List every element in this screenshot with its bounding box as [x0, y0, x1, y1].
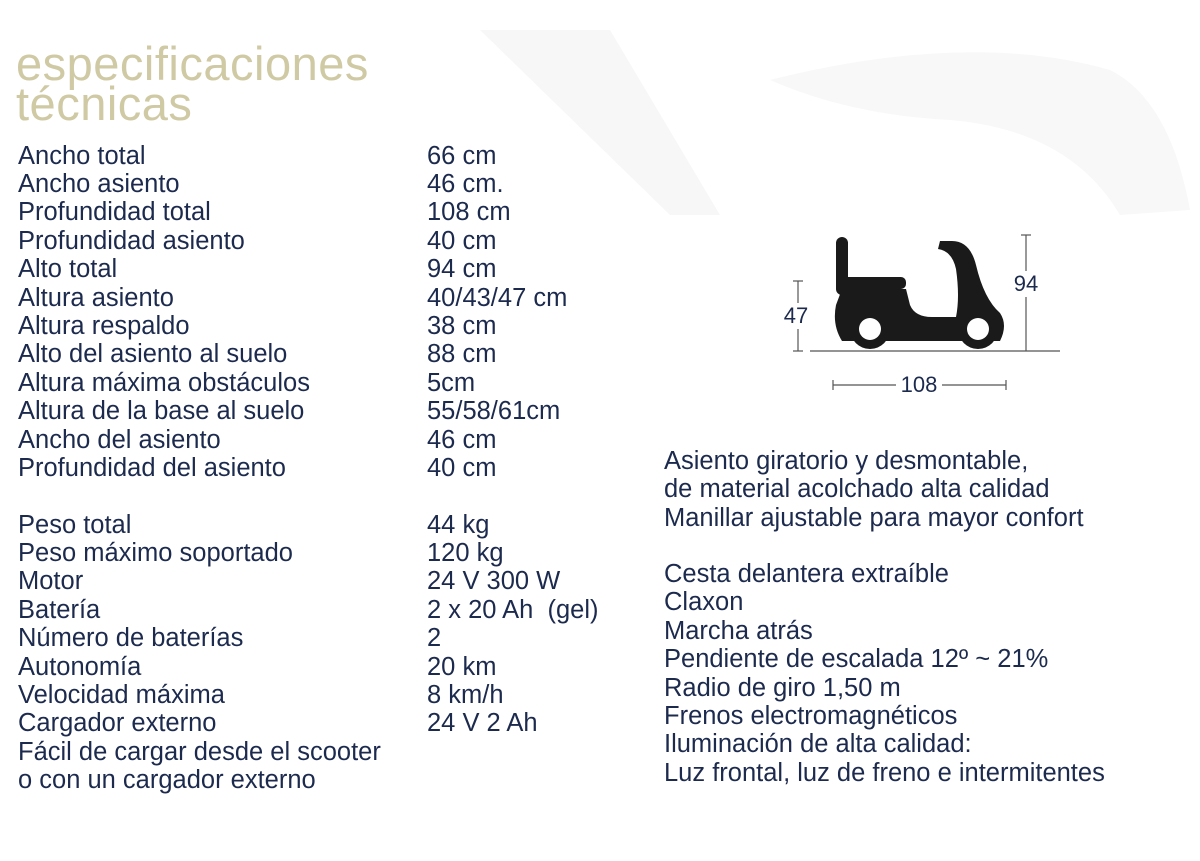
spec-value: 2	[427, 624, 442, 653]
spec-label: Número de baterías	[18, 624, 244, 653]
spec-label: Altura respaldo	[18, 312, 190, 341]
spec-label: Altura de la base al suelo	[18, 397, 305, 426]
spec-row	[18, 142, 567, 170]
feature-item: Pendiente de escalada 12º ~ 21%	[664, 645, 1049, 674]
spec-value: 55/58/61cm	[427, 397, 561, 426]
spec-label: Cargador externo	[18, 709, 217, 738]
feature-item: de material acolchado alta calidad	[664, 475, 1050, 504]
spec-value: 2 x 20 Ah (gel)	[427, 595, 599, 624]
spec-row	[18, 681, 599, 709]
spec-value: 94 cm	[427, 255, 497, 284]
background-shape	[470, 10, 1200, 230]
spec-value: 24 V 300 W	[427, 567, 561, 596]
dimensions-spec-list	[18, 142, 567, 483]
spec-row	[18, 710, 599, 738]
performance-spec-list	[18, 511, 599, 738]
spec-value: 40 cm	[427, 226, 497, 255]
spec-label: Peso máximo soportado	[18, 539, 293, 568]
spec-value: 46 cm.	[427, 170, 504, 199]
seat-height-label: 47	[783, 303, 809, 328]
seat-features-list	[664, 447, 1084, 532]
extra-features-list	[664, 560, 1105, 787]
feature-item: Luz frontal, luz de freno e intermitentes	[664, 758, 1105, 787]
spec-row	[18, 284, 567, 312]
spec-label: Altura asiento	[18, 283, 174, 312]
front-wheel	[958, 309, 998, 349]
spec-row	[18, 596, 599, 624]
charging-note	[18, 738, 381, 795]
spec-row	[18, 227, 567, 255]
spec-row	[18, 199, 567, 227]
spec-row	[18, 625, 599, 653]
feature-item: Asiento giratorio y desmontable,	[664, 447, 1029, 475]
total-height-label: 94	[1013, 271, 1039, 296]
spec-label: Profundidad asiento	[18, 226, 245, 255]
spec-value: 108 cm	[427, 198, 511, 227]
spec-row	[18, 653, 599, 681]
spec-label: Profundidad del asiento	[18, 454, 286, 482]
title-line-1: especificaciones	[16, 37, 369, 90]
spec-value: 40 cm	[427, 454, 497, 482]
feature-item: Iluminación de alta calidad:	[664, 730, 972, 759]
title-line-2: técnicas	[16, 77, 193, 130]
spec-label: Alto del asiento al suelo	[18, 340, 288, 369]
spec-value: 120 kg	[427, 539, 504, 568]
feature-item: Marcha atrás	[664, 616, 813, 645]
spec-value: 20 km	[427, 652, 497, 681]
spec-row	[18, 398, 567, 426]
spec-row	[18, 511, 599, 539]
spec-label: Motor	[18, 567, 84, 596]
spec-value: 46 cm	[427, 425, 497, 454]
spec-row	[18, 369, 567, 397]
spec-label: Batería	[18, 595, 101, 624]
feature-item: Radio de giro 1,50 m	[664, 673, 901, 702]
spec-label: Velocidad máxima	[18, 681, 225, 710]
spec-row	[18, 341, 567, 369]
spec-label: Autonomía	[18, 652, 142, 681]
feature-item: Manillar ajustable para mayor confort	[664, 503, 1084, 532]
spec-label: Peso total	[18, 510, 132, 539]
spec-value: 66 cm	[427, 141, 497, 170]
spec-value: 88 cm	[427, 340, 497, 369]
rear-wheel	[850, 309, 890, 349]
spec-label: Ancho total	[18, 141, 146, 170]
spec-row	[18, 454, 567, 482]
spec-row	[18, 256, 567, 284]
spec-row	[18, 170, 567, 198]
feature-item: Claxon	[664, 588, 744, 617]
charging-note-line-1: Fácil de cargar desde el scooter	[18, 738, 381, 766]
charging-note-line-2: o con un cargador externo	[18, 766, 316, 795]
spec-label: Alto total	[18, 255, 118, 284]
spec-label: Ancho asiento	[18, 170, 180, 199]
spec-row	[18, 568, 599, 596]
page-title	[16, 37, 369, 130]
spec-row	[18, 312, 567, 340]
spec-label: Ancho del asiento	[18, 425, 221, 454]
spec-row	[18, 539, 599, 567]
spec-value: 24 V 2 Ah	[427, 709, 538, 738]
spec-value: 5cm	[427, 368, 476, 397]
spec-label: Profundidad total	[18, 198, 211, 227]
total-depth-label: 108	[900, 372, 938, 397]
feature-item: Frenos electromagnéticos	[664, 701, 958, 730]
spec-value: 40/43/47 cm	[427, 283, 568, 312]
spec-value: 8 km/h	[427, 681, 504, 710]
scooter-dimension-diagram	[770, 225, 1070, 400]
spec-row	[18, 426, 567, 454]
feature-item: Cesta delantera extraíble	[664, 560, 949, 588]
spec-value: 38 cm	[427, 312, 497, 341]
spec-value: 44 kg	[427, 510, 490, 539]
spec-label: Altura máxima obstáculos	[18, 368, 310, 397]
